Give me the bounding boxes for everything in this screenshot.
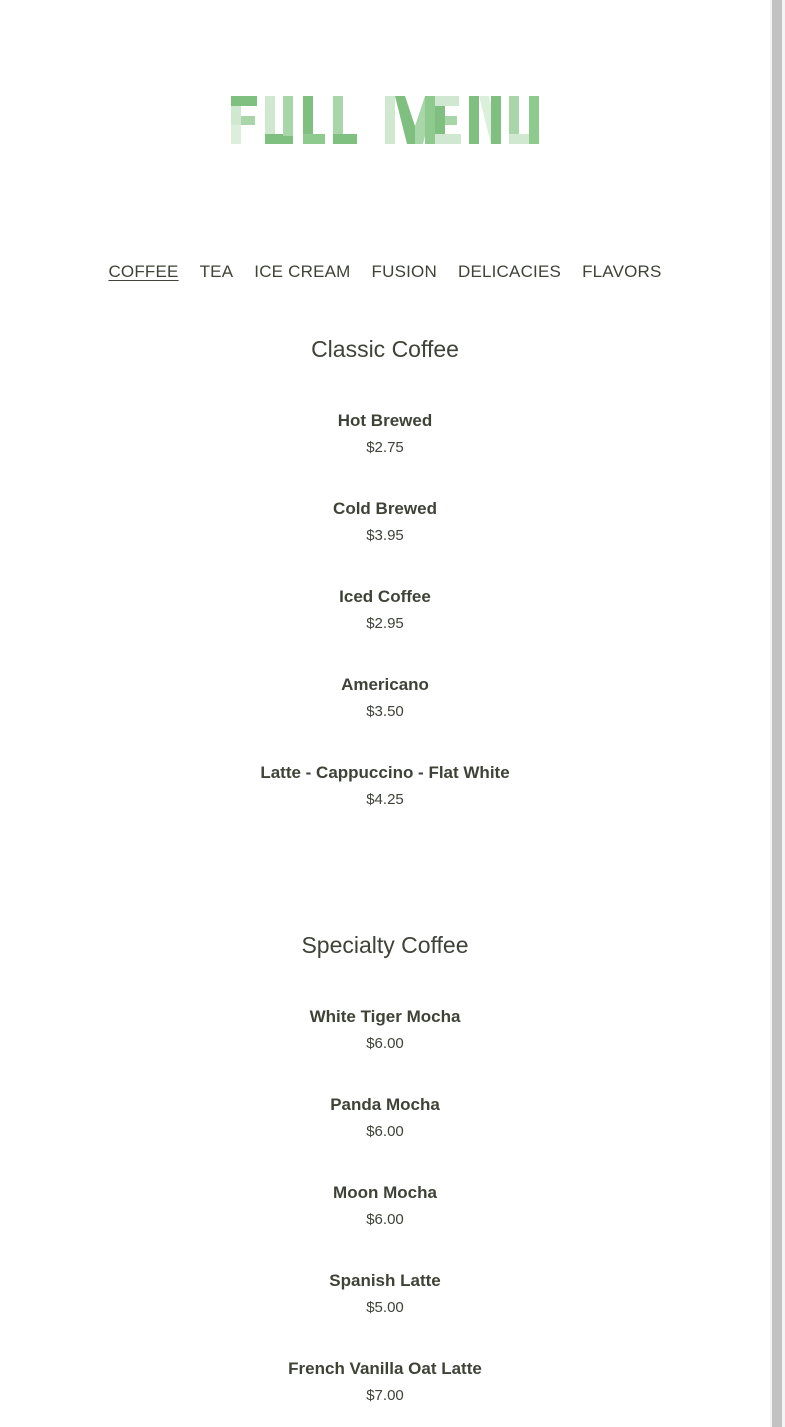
scrollbar-thumb[interactable]: [772, 0, 782, 1427]
menu-item-price: $4.25: [366, 791, 404, 808]
menu-item-price: $2.95: [366, 615, 404, 632]
menu-item-price: $3.95: [366, 527, 404, 544]
menu-item-name: Cold Brewed: [333, 499, 437, 518]
menu-item-name: Hot Brewed: [337, 411, 433, 430]
vertical-scrollbar[interactable]: [770, 0, 785, 1427]
menu-item: [0, 586, 770, 634]
menu-item: [0, 1270, 770, 1318]
menu-item: [0, 1182, 770, 1230]
nav-flavors[interactable]: FLAVORS: [582, 262, 662, 281]
nav-delicacies[interactable]: DELICACIES: [457, 262, 562, 281]
menu-item-price: $6.00: [366, 1211, 404, 1228]
menu-item-price: $7.00: [366, 1387, 404, 1404]
menu-item-price: $5.00: [366, 1299, 404, 1316]
menu-item-price: $6.00: [366, 1123, 404, 1140]
section-title-classic-coffee: Classic Coffee: [311, 336, 459, 362]
menu-item-name: French Vanilla Oat Latte: [288, 1359, 482, 1378]
menu-item: [0, 1094, 770, 1142]
menu-item: [0, 674, 770, 722]
section-title-specialty-coffee: Specialty Coffee: [301, 932, 469, 958]
menu-item-name: Spanish Latte: [329, 1271, 441, 1290]
menu-item-name: Americano: [341, 675, 429, 694]
logo-graphic: [231, 96, 539, 144]
nav-tea[interactable]: TEA: [199, 262, 234, 281]
menu-item: [0, 1006, 770, 1054]
menu-item-name: Panda Mocha: [330, 1095, 440, 1114]
menu-category-nav: [0, 261, 770, 283]
menu-item-price: $3.50: [366, 703, 404, 720]
menu-item: [0, 498, 770, 546]
menu-item-name: White Tiger Mocha: [309, 1007, 461, 1026]
menu-item-price: $6.00: [366, 1035, 404, 1052]
menu-item-name: Iced Coffee: [339, 587, 431, 606]
nav-ice-cream[interactable]: ICE CREAM: [254, 262, 351, 281]
menu-item-price: $2.75: [366, 439, 404, 456]
menu-item-name: Latte - Cappuccino - Flat White: [260, 763, 510, 782]
menu-item-name: Moon Mocha: [333, 1183, 437, 1202]
menu-item: [0, 762, 770, 810]
menu-item: [0, 410, 770, 458]
logo: [0, 96, 770, 144]
nav-coffee[interactable]: COFFEE: [108, 262, 179, 281]
nav-fusion[interactable]: FUSION: [371, 262, 437, 281]
menu-item: [0, 1358, 770, 1406]
